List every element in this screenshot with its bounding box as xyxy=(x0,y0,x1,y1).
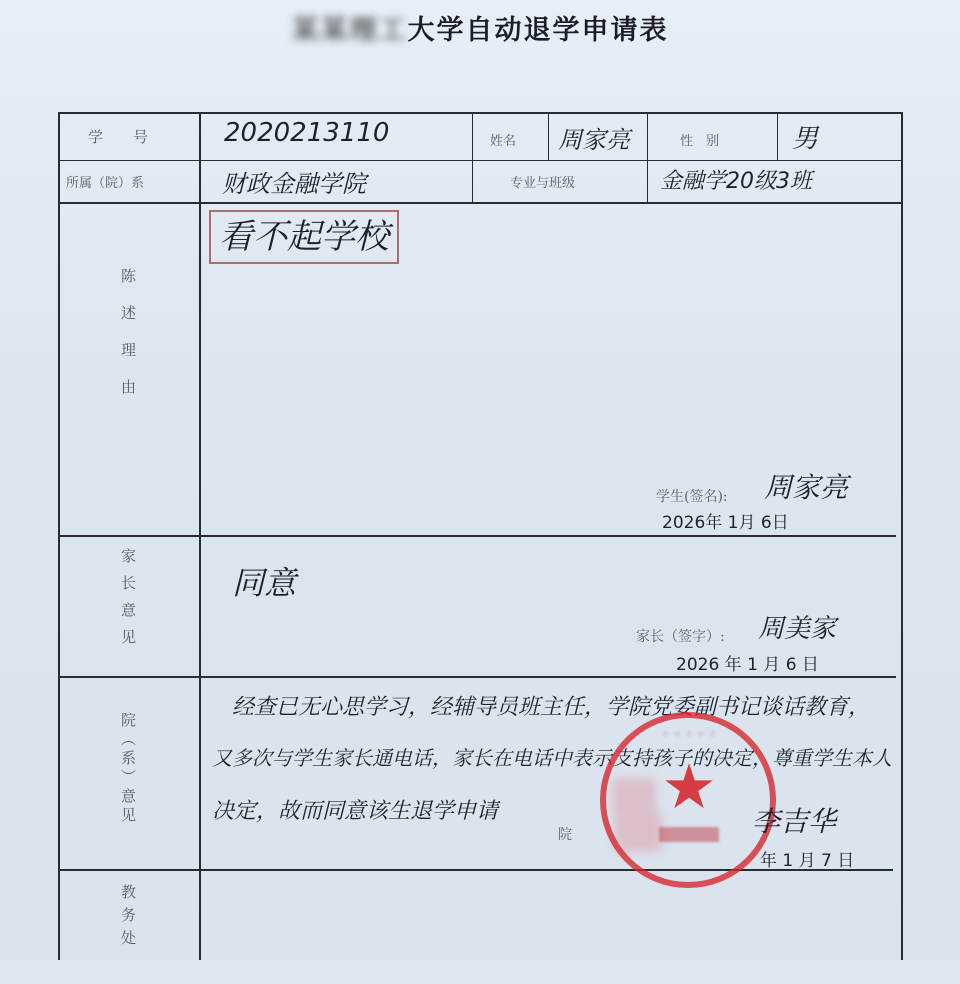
parent-signature-label: 家长（签字）: xyxy=(636,629,725,645)
parent-sign-date: 2026 年 1 月 6 日 xyxy=(676,655,819,675)
title-text: 大学自动退学申请表 xyxy=(407,15,669,46)
student-id-value: 2020213110 xyxy=(224,118,390,148)
reason-text: 看不起学校 xyxy=(219,217,389,257)
student-signature-label: 学生(签名): xyxy=(656,489,728,505)
college-value: 财政金融学院 xyxy=(222,170,366,198)
page-title xyxy=(0,8,960,47)
seal-text-bottom: ▒▒▒▒▒▒ xyxy=(659,828,719,843)
student-signature: 周家亮 xyxy=(764,471,849,504)
table-divider-name-value xyxy=(548,112,549,160)
star-icon: ★ xyxy=(661,750,717,823)
table-border-row2 xyxy=(58,202,903,204)
redacted-university-name: 某某理工 xyxy=(291,15,408,46)
table-divider-mid xyxy=(472,112,473,202)
student-id-label: 学 号 xyxy=(88,128,149,146)
table-divider-label-column xyxy=(199,112,201,960)
college-opinion-line-3: 决定，故而同意该生退学申请 xyxy=(212,799,499,824)
gender-value: 男 xyxy=(792,124,819,154)
table-border-parent xyxy=(58,676,896,678)
student-sign-date: 2026年 1月 6日 xyxy=(662,513,789,533)
college-stamp-label: 院 xyxy=(558,827,572,843)
gender-label: 性 别 xyxy=(680,134,720,149)
major-value: 金融学20级3班 xyxy=(660,169,812,194)
reason-content xyxy=(209,210,399,264)
reason-label: 陈述理由 xyxy=(119,268,137,416)
parent-opinion-label: 家长意见 xyxy=(119,548,137,656)
parent-signature: 周美家 xyxy=(758,614,837,644)
table-border-row1 xyxy=(58,160,903,161)
college-label: 所属（院）系 xyxy=(66,176,145,191)
parent-opinion-content: 同意 xyxy=(232,564,297,602)
table-divider-gender-label xyxy=(647,112,648,202)
seal-text-top: ◦ ◦ ◦ ◦ ◦ xyxy=(661,728,717,743)
table-border-reason xyxy=(58,535,896,537)
college-opinion-line-2: 又多次与学生家长通电话，家长在电话中表示支持孩子的决定，尊重学生本人 xyxy=(212,746,892,770)
table-border-left xyxy=(58,112,60,960)
major-label: 专业与班级 xyxy=(510,176,576,191)
official-seal-icon xyxy=(600,712,776,888)
college-signature: 李吉华 xyxy=(752,805,837,838)
name-label: 姓名 xyxy=(490,134,517,149)
college-opinion-label: 院（系）意见 xyxy=(119,712,137,826)
college-opinion-line-1: 经查已无心思学习，经辅导员班主任，学院党委副书记谈话教育， xyxy=(232,695,871,720)
table-divider-gender-value xyxy=(777,112,778,160)
name-value: 周家亮 xyxy=(558,126,630,154)
academic-affairs-label: 教务处 xyxy=(119,884,137,953)
college-sign-date: 年 1 月 7 日 xyxy=(760,851,855,871)
table-border-right xyxy=(901,112,903,960)
